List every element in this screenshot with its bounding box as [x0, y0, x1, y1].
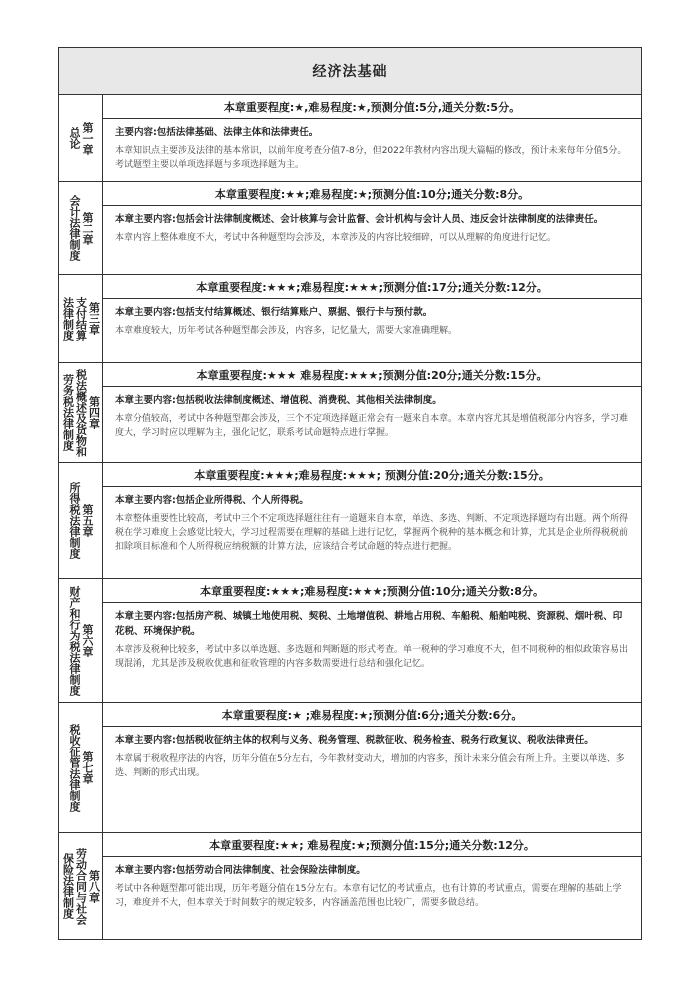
chapter-summary: 本章重要程度:★★; 难易程度:★;预测分值:15分;通关分数:12分。 [103, 833, 641, 857]
chapter-description: 本章分值较高，考试中各种题型都会涉及，三个不定项选择题正常会有一题来自本章。本章内容尤其是增值税部分内容多，学习难度大，学习时应以理解为主，强化记忆，联系考试命题特点进行掌握。 [115, 414, 629, 438]
course-table [58, 47, 642, 940]
chapter-description: 考试中各种题型都可能出现，历年考题分值在15分左右。本章有记忆的考试重点，也有计算的考试重点，需要在理解的基础上学习，难度并不大，但本章关于时间数字的规定较多，内容涵盖范围也比较广，需要多做总结。 [115, 884, 622, 908]
chapter-main-content: 本章主要内容:包括税收征纳主体的权利与义务、税务管理、税款征收、税务检查、税务行政复议、税收法律责任。 [115, 735, 594, 746]
chapter-main-content: 本章主要内容:包括会计法律制度概述、会计核算与会计监督、会计机构与会计人员、违反会计法律制度的法律责任。 [115, 214, 604, 225]
table-title: 经济法基础 [59, 48, 641, 95]
chapter-label-line: 税法概述及货物和 [74, 368, 88, 457]
chapter-description: 本章整体重要性比较高，考试中三个不定项选择题往往有一道题来自本章，单选、多选、判断、不定项选择题均有出题。两个所得税在学习难度上会感觉比较大，学习过程需要在理解的基础上进行记忆，掌握两个税种的基本概念和计算，尤其是企业所得税税前扣除项目标准和个人所得税应纳税额的计算方法，应该结合考试命题的特点进行把握。 [115, 514, 629, 552]
chapter-4-label [59, 363, 103, 462]
chapter-main-content: 主要内容:包括法律基础、法律主体和法律责任。 [115, 127, 319, 138]
chapter-main-content: 本章主要内容:包括企业所得税、个人所得税。 [115, 495, 309, 506]
chapter-summary: 本章重要程度:★★★;难易程度:★★★;预测分值:10分;通关分数:8分。 [103, 579, 641, 603]
chapter-label-line: 保险法律制度 [61, 853, 75, 919]
chapter-summary: 本章重要程度:★★★ 难易程度:★★★;预测分值:20分;通关分数:15分。 [103, 363, 641, 387]
chapter-description: 本章属于税收程序法的内容，历年分值在5分左右，今年教材变动大，增加的内容多，预计未来分值会有所上升。主要以单选、多选、判断的形式出现。 [115, 754, 625, 778]
chapter-2-row [59, 182, 641, 275]
chapter-description: 本章涉及税种比较多，考试中多以单选题、多选题和判断题的形式考查。单一税种的学习难度不大，但不同税种的相似政策容易出现混淆，尤其是涉及税收优惠和征收管理的内容多数需要进行总结和强化记忆。 [115, 645, 629, 669]
chapter-7-row [59, 703, 641, 833]
chapter-summary: 本章重要程度:★★★;难易程度:★★★; 预测分值:20分;通关分数:15分。 [103, 463, 641, 487]
chapter-main-content: 本章主要内容:包括税收法律制度概述、增值税、消费税、其他相关法律制度。 [115, 395, 442, 406]
chapter-label-line: 第五章 [81, 504, 94, 537]
chapter-label-line: 第二章 [81, 211, 94, 245]
chapter-5-label [59, 463, 103, 578]
chapter-label-line: 税收征管法律制度 [68, 723, 81, 812]
chapter-summary: 本章重要程度:★★★;难易程度:★★★;预测分值:17分;通关分数:12分。 [103, 275, 641, 299]
chapter-label-line: 所得税法律制度 [68, 482, 81, 559]
chapter-4-row [59, 363, 641, 463]
chapter-1-label [59, 95, 103, 181]
chapter-label-line: 第四章 [87, 396, 101, 429]
chapter-label-line: 财产和行为税法律制度 [68, 585, 81, 696]
chapter-1-row [59, 95, 641, 182]
chapter-label-line: 法律制度 [61, 296, 75, 341]
chapter-6-label [59, 579, 103, 702]
chapter-6-row [59, 579, 641, 703]
chapter-label-line: 第一章 [81, 121, 94, 155]
chapter-8-label [59, 833, 103, 939]
chapter-3-label [59, 275, 103, 362]
chapter-7-label [59, 703, 103, 832]
chapter-summary: 本章重要程度:★★;难易程度:★;预测分值:10分;通关分数:8分。 [103, 182, 641, 206]
chapter-label-line: 总论 [68, 127, 81, 149]
chapter-2-label [59, 182, 103, 274]
chapter-3-row [59, 275, 641, 363]
chapter-label-line: 劳动合同与社会 [74, 847, 88, 925]
chapter-5-row [59, 463, 641, 579]
chapter-description: 本章难度较大，历年考试各种题型都会涉及，内容多，记忆量大，需要大家准确理解。 [115, 326, 458, 336]
chapter-label-line: 第三章 [87, 302, 101, 335]
chapter-summary: 本章重要程度:★ ;难易程度:★;预测分值:6分;通关分数:6分。 [103, 703, 641, 727]
chapter-label-line: 劳务税法律制度 [61, 374, 75, 451]
chapter-label-line: 支付结算 [74, 296, 88, 341]
chapter-main-content: 本章主要内容:包括支付结算概述、银行结算账户、票据、银行卡与预付款。 [115, 307, 433, 318]
chapter-summary: 本章重要程度:★,难易程度:★,预测分值:5分,通关分数:5分。 [103, 95, 641, 119]
chapter-main-content: 本章主要内容:包括房产税、城镇土地使用税、契税、土地增值税、耕地占用税、车船税、船舶吨税、资源税、烟叶税、印花税、环境保护税。 [115, 611, 623, 637]
chapter-8-row [59, 833, 641, 939]
chapter-description: 本章知识点主要涉及法律的基本常识，以前年度考查分值7-8分，但2022年教材内容出现大篇幅的修改，预计未来每年分值5分。考试题型主要以单项选择题与多项选择题为主。 [115, 146, 627, 170]
chapter-main-content: 本章主要内容:包括劳动合同法律制度、社会保险法律制度。 [115, 865, 366, 876]
chapter-label-line: 第七章 [81, 751, 94, 784]
chapter-label-line: 第八章 [87, 869, 101, 903]
chapter-label-line: 第六章 [81, 624, 94, 657]
chapter-label-line: 会计法律制度 [68, 195, 81, 261]
chapter-description: 本章内容上整体难度不大，考试中各种题型均会涉及，本章涉及的内容比较细碎，可以从理解的角度进行记忆。 [115, 233, 557, 243]
